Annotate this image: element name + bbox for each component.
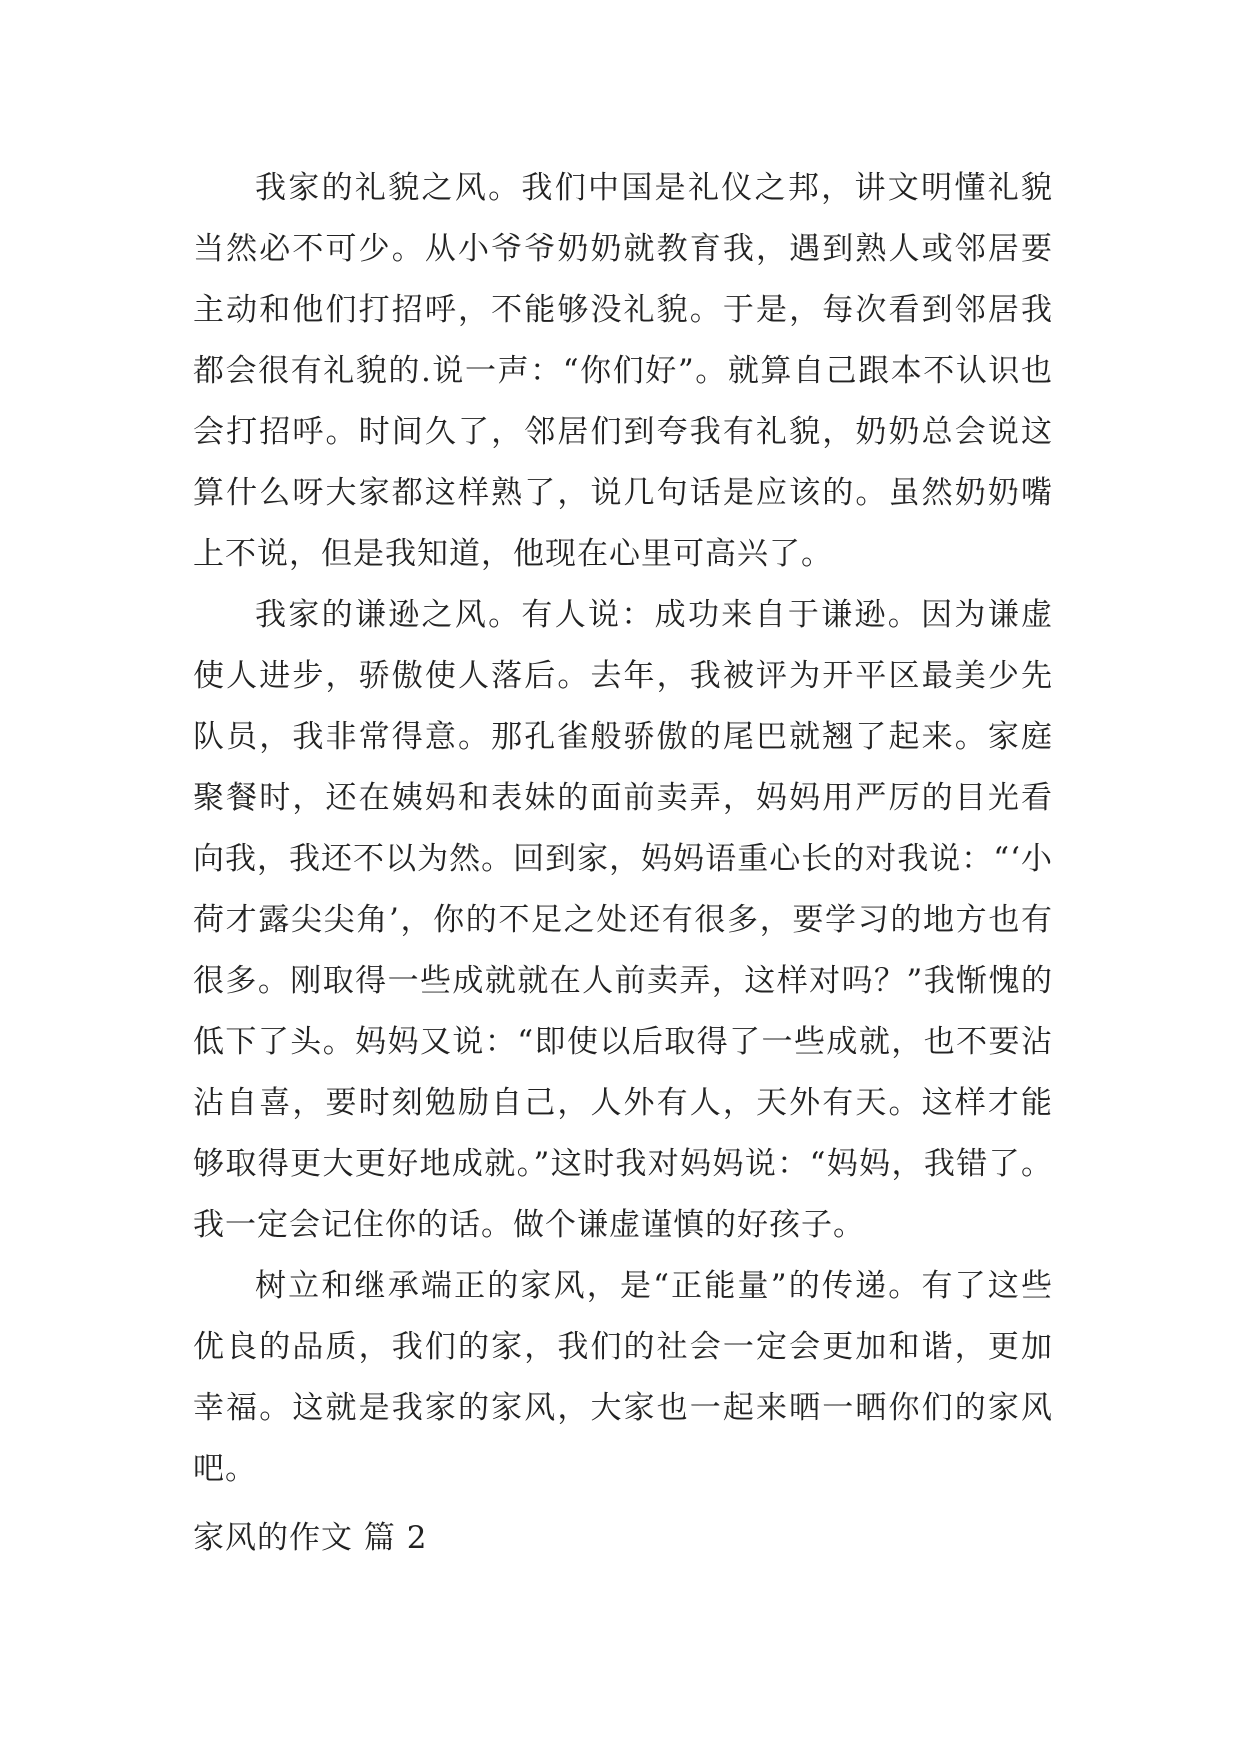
section-heading: 家风的作文 篇 2 — [193, 1520, 428, 1556]
document-body — [193, 158, 1053, 1500]
paragraph-conclusion: 树立和继承端正的家风，是“正能量”的传递。有了这些优良的品质，我们的家，我们的社会一定会更加和谐，更加幸福。这就是我家的家风，大家也一起来晒一晒你们的家风吧。 — [193, 1268, 1053, 1487]
paragraph-courtesy: 我家的礼貌之风。我们中国是礼仪之邦，讲文明懂礼貌当然必不可少。从小爷爷奶奶就教育我，遇到熟人或邻居要主动和他们打招呼，不能够没礼貌。于是，每次看到邻居我都会很有礼貌的.说一声：“你们好”。就算自己跟本不认识也会打招呼。时间久了，邻居们到夸我有礼貌，奶奶总会说这算什么呀大家都这样熟了，说几句话是应该的。虽然奶奶嘴上不说，但是我知道，他现在心里可高兴了。 — [193, 170, 1053, 572]
paragraph-modesty: 我家的谦逊之风。有人说：成功来自于谦逊。因为谦虚使人进步，骄傲使人落后。去年，我被评为开平区最美少先队员，我非常得意。那孔雀般骄傲的尾巴就翘了起来。家庭聚餐时，还在姨妈和表妹的面前卖弄，妈妈用严厉的目光看向我，我还不以为然。回到家，妈妈语重心长的对我说：“‘小荷才露尖尖角’，你的不足之处还有很多，要学习的地方也有很多。刚取得一些成就就在人前卖弄，这样对吗？”我惭愧的低下了头。妈妈又说：“即使以后取得了一些成就，也不要沾沾自喜，要时刻勉励自己，人外有人，天外有天。这样才能够取得更大更好地成就。”这时我对妈妈说：“妈妈，我错了。我一定会记住你的话。做个谦虚谨慎的好孩子。 — [193, 597, 1053, 1243]
